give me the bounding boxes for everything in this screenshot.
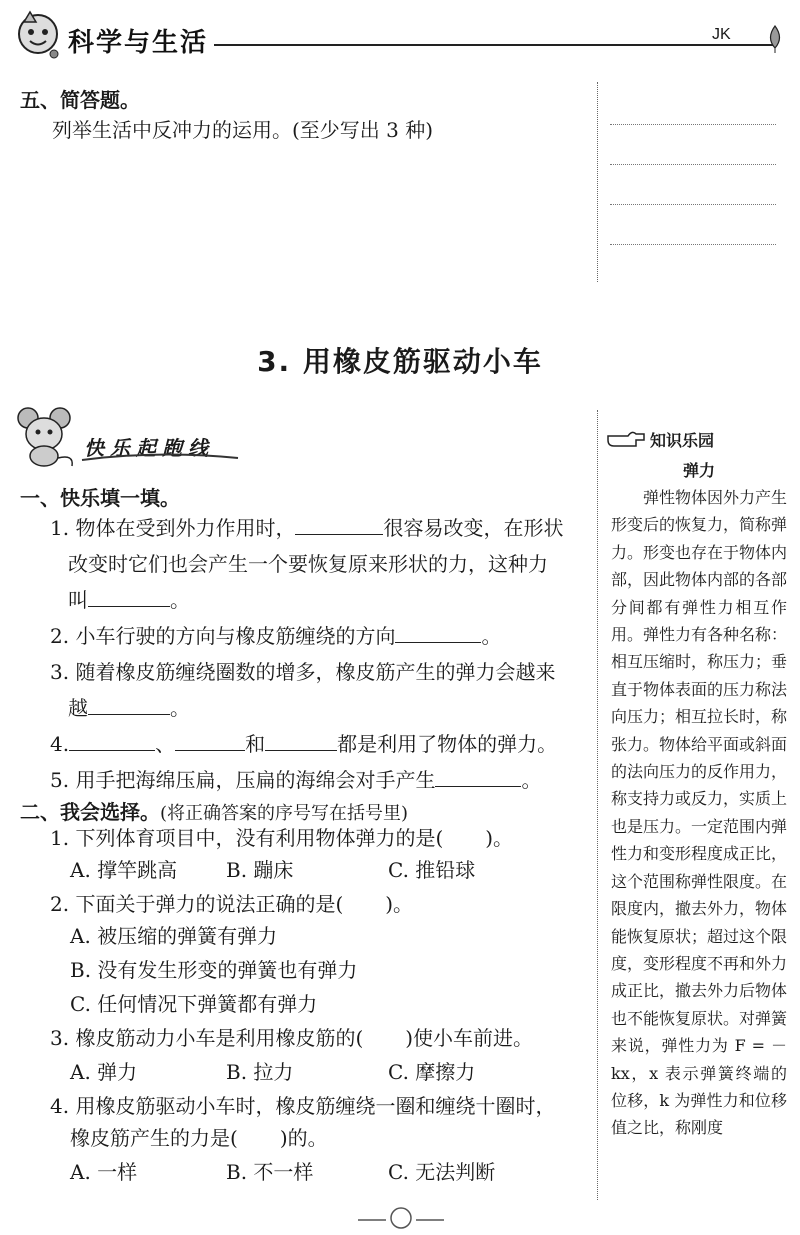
fill-q4-blank-1[interactable]: [69, 728, 155, 751]
sidebar-heading: 知识乐园: [650, 431, 715, 450]
choice-q4-option-c[interactable]: C. 无法判断: [388, 1160, 496, 1184]
fill-q1-blank-2[interactable]: [88, 584, 170, 607]
answer-line[interactable]: [610, 244, 776, 245]
fill-q1-text-a: 1. 物体在受到外力作用时，: [50, 516, 296, 540]
mouse-mascot-icon: [14, 404, 80, 468]
drop-icon: [764, 24, 786, 54]
lesson-title: 3. 用橡皮筋驱动小车: [257, 345, 543, 378]
choice-q1-text-a: 1. 下列体育项目中，没有利用物体弹力的是(: [50, 826, 444, 850]
header-rule: [214, 44, 774, 46]
choice-q3-option-b[interactable]: B. 拉力: [226, 1060, 294, 1084]
fill-heading: 一、快乐填一填。: [20, 486, 180, 510]
fill-q4-text-c: 和: [245, 732, 266, 756]
choice-q2-option-a[interactable]: A. 被压缩的弹簧有弹力: [70, 924, 278, 948]
choice-q4-line1: 4. 用橡皮筋驱动小车时，橡皮筋缠绕一圈和缠绕十圈时，: [50, 1094, 556, 1118]
fill-q2-text-a: 2. 小车行驶的方向与橡皮筋缠绕的方向: [50, 624, 396, 648]
choice-heading: 二、我会选择。: [20, 800, 160, 824]
fill-q1-line1: [50, 510, 595, 546]
choice-q1-option-a[interactable]: A. 撑竿跳高: [70, 858, 178, 882]
fill-q4-blank-3[interactable]: [265, 728, 337, 751]
fill-q3-line2: [68, 690, 190, 726]
fill-q4: [50, 726, 557, 762]
choice-q3-options: [70, 1054, 475, 1090]
answer-line[interactable]: [610, 204, 776, 205]
fill-q5-blank[interactable]: [435, 764, 521, 787]
fill-q1-text-d: 。: [170, 588, 190, 612]
banner-swoosh: [80, 448, 240, 466]
choice-q1-options: [70, 852, 475, 888]
choice-q3-option-c[interactable]: C. 摩擦力: [388, 1060, 476, 1084]
fill-q2: [50, 618, 501, 654]
choice-q3-option-a[interactable]: A. 弹力: [70, 1060, 138, 1084]
choice-q2-option-b[interactable]: B. 没有发生形变的弹簧也有弹力: [70, 958, 358, 982]
answer-area-divider: [597, 82, 598, 282]
choice-q2-option-c[interactable]: C. 任何情况下弹簧都有弹力: [70, 992, 318, 1016]
choice-q4-line2: [70, 1120, 328, 1156]
fill-q1-line2: 改变时它们也会产生一个要恢复原来形状的力，这种力: [68, 552, 548, 576]
fill-q3-text-b: 。: [170, 696, 190, 720]
book-series-title: 科学与生活: [68, 28, 209, 58]
choice-heading-note: (将正确答案的序号写在括号里): [160, 803, 409, 824]
fill-q4-blank-2[interactable]: [175, 728, 245, 751]
choice-q4-option-b[interactable]: B. 不一样: [226, 1160, 314, 1184]
answer-line[interactable]: [610, 164, 776, 165]
fill-q1-blank-1[interactable]: [295, 512, 383, 535]
mascot-logo-icon: [14, 10, 62, 62]
fill-q4-text-b: 、: [155, 732, 176, 756]
choice-q3: [50, 1020, 533, 1056]
choice-q3-text-b: )使小车前进。: [405, 1026, 534, 1050]
fill-q2-text-b: 。: [481, 624, 502, 648]
fill-q5-text-b: 。: [521, 768, 542, 792]
fill-q5: [50, 762, 541, 798]
choice-q2-text-b: )。: [385, 892, 414, 916]
pointing-hand-icon: [606, 426, 646, 450]
choice-q2: [50, 886, 413, 922]
answer-line[interactable]: [610, 124, 776, 125]
choice-q1-option-c[interactable]: C. 推铅球: [388, 858, 476, 882]
choice-q4-text-b: )的。: [279, 1126, 328, 1150]
sidebar-subheading: 弹力: [682, 461, 715, 480]
fill-q1-text-b: 很容易改变，在形状: [383, 516, 564, 540]
banner-title: 快乐起跑线: [84, 436, 214, 460]
choice-q4-option-a[interactable]: A. 一样: [70, 1160, 138, 1184]
choice-q4-options: [70, 1154, 495, 1190]
choice-q2-text-a: 2. 下面关于弹力的说法正确的是(: [50, 892, 344, 916]
fill-q4-text-a: 4.: [50, 732, 70, 756]
choice-q3-text-a: 3. 橡皮筋动力小车是利用橡皮筋的(: [50, 1026, 364, 1050]
fill-q1-line3: [68, 582, 190, 618]
section-5-question: 列举生活中反冲力的运用。(至少写出 3 种): [52, 118, 434, 142]
fill-q3-blank[interactable]: [88, 692, 170, 715]
page-number-ornament: [356, 1200, 446, 1230]
sidebar-body: 弹性物体因外力产生形变后的恢复力，简称弹力。形变也存在于物体内部，因此物体内部的各部分间都有弹性力相互作用。弹性力有各种名称：相互压缩时，称压力；垂直于物体表面的压力称法向压力；相互拉长时，称张力。物体给平面或斜面的法向压力的反作用力，称支持力或反力，实质上也是压力。一定范围内弹性力和变形程度成正比，这个范围称弹性限度。在限度内，撤去外力，物体能恢复原状；超过这个限度，变形程度不再和外力成正比，撤去外力后物体也不能恢复原状。对弹簧来说，弹性力为 F = －kx，x 表示弹簧终端的位移，k 为弹性力和位移值之比，称刚度: [611, 488, 788, 1138]
edition-code: JK: [712, 26, 731, 43]
section-5-heading: 五、简答题。: [20, 88, 140, 112]
choice-q1: [50, 820, 513, 856]
fill-q3-text-a: 越: [68, 696, 88, 720]
choice-q1-text-b: )。: [485, 826, 514, 850]
fill-q4-text-d: 都是利用了物体的弹力。: [337, 732, 558, 756]
fill-q5-text-a: 5. 用手把海绵压扁，压扁的海绵会对手产生: [50, 768, 436, 792]
fill-q3-line1: 3. 随着橡皮筋缠绕圈数的增多，橡皮筋产生的弹力会越来: [50, 660, 556, 684]
choice-q4-text-a: 橡皮筋产生的力是(: [70, 1126, 238, 1150]
fill-q2-blank[interactable]: [395, 620, 481, 643]
fill-q1-text-c: 叫: [68, 588, 88, 612]
sidebar-divider: [597, 410, 598, 1200]
choice-q1-option-b[interactable]: B. 蹦床: [226, 858, 294, 882]
